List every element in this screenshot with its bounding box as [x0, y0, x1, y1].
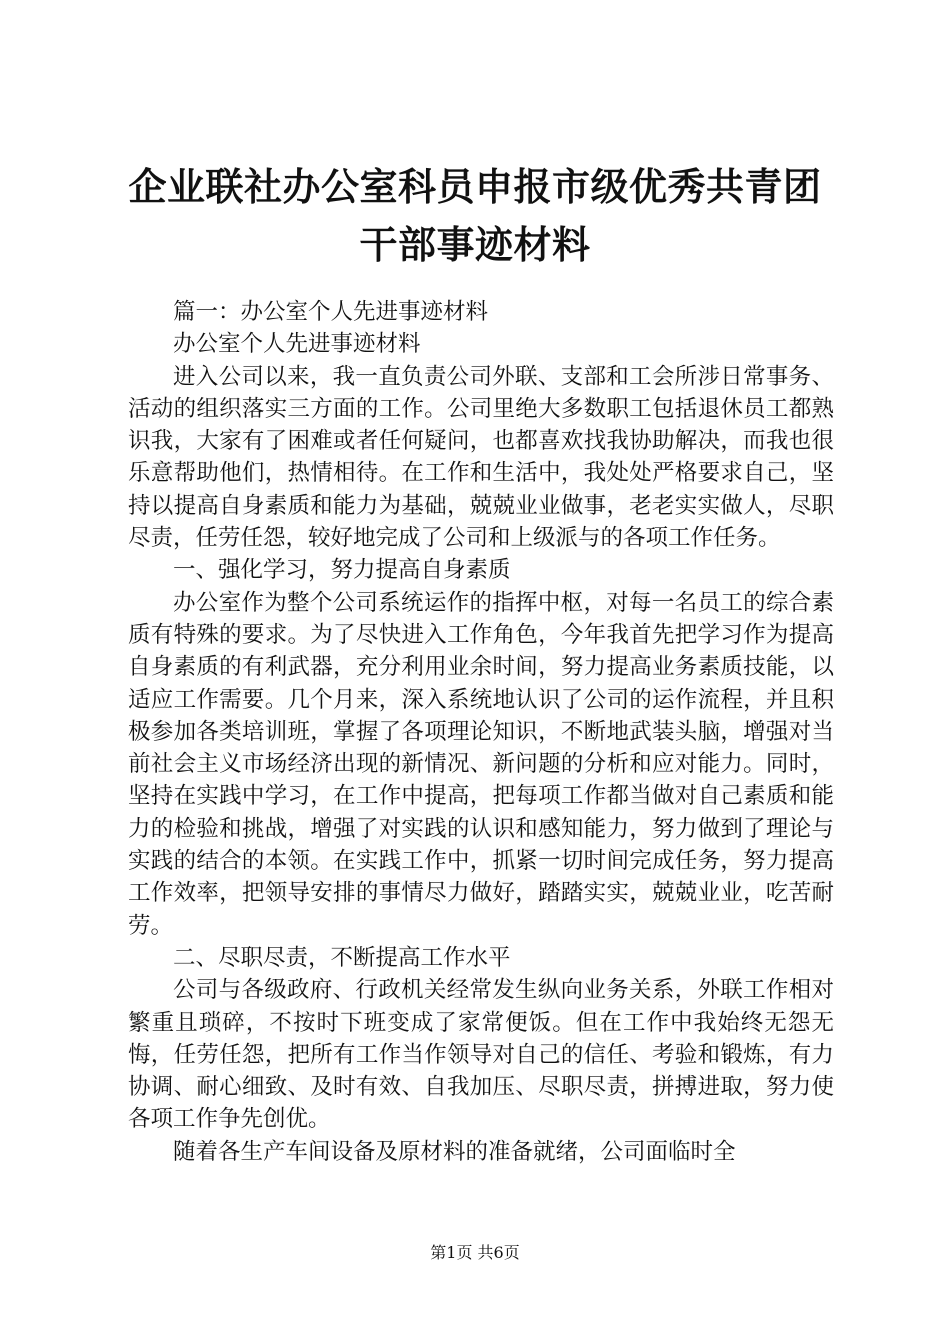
body-paragraph: 随着各生产车间设备及原材料的准备就绪，公司面临时全 — [173, 1138, 736, 1165]
body-paragraph: 进入公司以来，我一直负责公司外联、支部和工会所涉日常事务、活动的组织落实三方面的工作。公司里绝大多数职工包括退休员工都熟识我，大家有了困难或者任何疑问，也都喜欢找我协助解决，而我也很乐意帮助他们，热情相待。在工作和生活中，我处处严格要求自己，坚持以提高自身素质和能力为基础，兢兢业业做事，老老实实做人，尽职尽责，任劳任怨，较好地完成了公司和上级派与的各项工作任务。 — [128, 363, 834, 552]
section-heading: 一、强化学习，努力提高自身素质 — [173, 557, 511, 584]
body-paragraph: 办公室作为整个公司系统运作的指挥中枢，对每一名员工的综合素质有特殊的要求。为了尽快进入工作角色，今年我首先把学习作为提高自身素质的有利武器，充分利用业余时间，努力提高业务素质技能，以适应工作需要。几个月来，深入系统地认识了公司的运作流程，并且积极参加各类培训班，掌握了各项理论知识，不断地武装头脑，增强对当前社会主义市场经济出现的新情况、新问题的分析和应对能力。同时，坚持在实践中学习，在工作中提高，把每项工作都当做对自己素质和能力的检验和挑战，增强了对实践的认识和感知能力，努力做到了理论与实践的结合的本领。在实践工作中，抓紧一切时间完成任务，努力提高工作效率，把领导安排的事情尽力做好，踏踏实实，兢兢业业，吃苦耐劳。 — [128, 589, 834, 939]
page-footer: 第1页 共6页 — [430, 1243, 520, 1262]
subtitle: 办公室个人先进事迹材料 — [173, 331, 421, 358]
section-heading: 二、尽职尽责，不断提高工作水平 — [173, 944, 511, 971]
document-title: 企业联社办公室科员申报市级优秀共青团干部事迹材料 — [128, 164, 822, 267]
section-heading: 篇一：办公室个人先进事迹材料 — [173, 299, 489, 325]
document-body — [128, 296, 834, 1168]
body-paragraph: 公司与各级政府、行政机关经常发生纵向业务关系，外联工作相对繁重且琐碎，不按时下班变成了家常便饭。但在工作中我始终无怨无悔，任劳任怨，把所有工作当作领导对自己的信任、考验和锻炼，有力协调、耐心细致、及时有效、自我加压、尽职尽责，拼搏进取，努力使各项工作争先创优。 — [128, 977, 834, 1133]
